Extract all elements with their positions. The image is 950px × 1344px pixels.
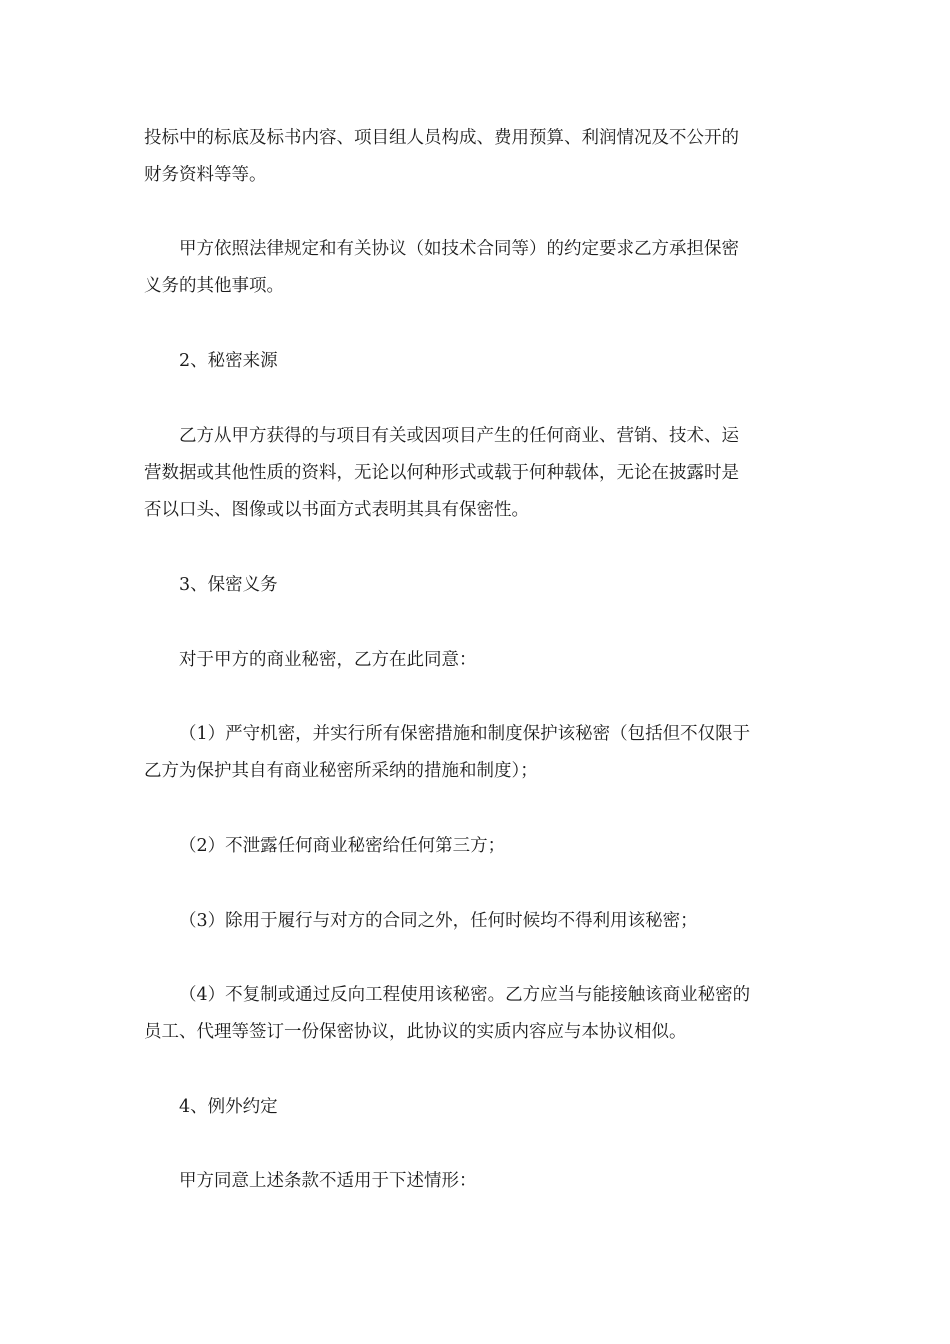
- section-heading-text: 4、例外约定: [179, 1097, 278, 1117]
- paragraph-bid-info: [144, 120, 806, 194]
- text-line: 乙方从甲方获得的与项目有关或因项目产生的任何商业、营销、技术、运: [179, 426, 739, 446]
- paragraph-other-obligations: [144, 231, 806, 305]
- section-heading-secret-source: [144, 343, 806, 380]
- paragraph-agreement-intro: [144, 642, 806, 679]
- paragraph-exceptions-intro: [144, 1163, 806, 1200]
- text-line: 甲方同意上述条款不适用于下述情形：: [179, 1171, 477, 1191]
- list-item-2: [144, 828, 806, 865]
- list-item-3: [144, 903, 806, 940]
- section-heading-exceptions: [144, 1089, 806, 1126]
- paragraph-secret-source: [144, 418, 806, 529]
- section-heading-text: 3、保密义务: [179, 575, 278, 595]
- text-line: 对于甲方的商业秘密，乙方在此同意：: [179, 650, 477, 670]
- text-line: 否以口头、图像或以书面方式表明其具有保密性。: [144, 500, 529, 520]
- text-line: （1）严守机密，并实行所有保密措施和制度保护该秘密（包括但不仅限于: [179, 724, 751, 744]
- text-line: 乙方为保护其自有商业秘密所采纳的措施和制度）；: [144, 761, 538, 781]
- text-line: 甲方依照法律规定和有关协议（如技术合同等）的约定要求乙方承担保密: [179, 239, 739, 259]
- list-item-4: [144, 977, 806, 1051]
- text-line: 营数据或其他性质的资料，无论以何种形式或载于何种载体，无论在披露时是: [144, 463, 739, 483]
- list-item-1: [144, 716, 806, 790]
- section-heading-text: 2、秘密来源: [179, 351, 278, 371]
- text-line: 员工、代理等签订一份保密协议，此协议的实质内容应与本协议相似。: [144, 1022, 687, 1042]
- text-line: （2）不泄露任何商业秘密给任何第三方；: [179, 836, 506, 856]
- text-line: 财务资料等等。: [144, 165, 267, 185]
- text-line: （3）除用于履行与对方的合同之外，任何时候均不得利用该秘密；: [179, 911, 698, 931]
- text-line: 义务的其他事项。: [144, 276, 284, 296]
- text-line: 投标中的标底及标书内容、项目组人员构成、费用预算、利润情况及不公开的: [144, 128, 739, 148]
- text-line: （4）不复制或通过反向工程使用该秘密。乙方应当与能接触该商业秘密的: [179, 985, 751, 1005]
- section-heading-confidentiality-duty: [144, 567, 806, 604]
